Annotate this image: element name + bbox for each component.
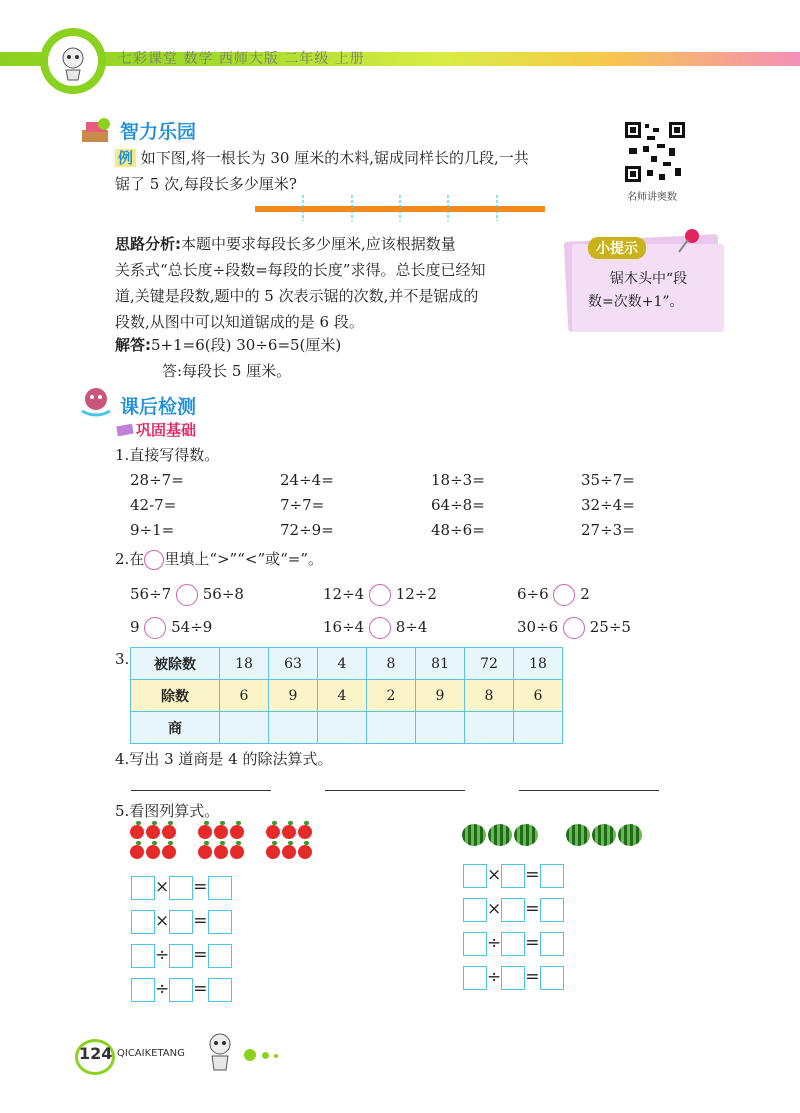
q1-item: 28÷7= [130, 471, 184, 489]
answer-box[interactable] [208, 944, 232, 968]
answer-box[interactable] [501, 864, 525, 888]
tip-title: 小提示 [588, 237, 646, 259]
equals-sign: = [525, 933, 540, 953]
division-table [130, 647, 563, 744]
apple-icon [130, 845, 144, 859]
q2-left: 6÷6 [517, 585, 549, 603]
equation-row [131, 904, 232, 938]
operator: ÷ [155, 945, 170, 965]
apple-icon [266, 845, 280, 859]
mascot-icon [48, 36, 98, 86]
table-cell: 81 [416, 648, 465, 680]
apple-icon [162, 825, 176, 839]
dot-icon [262, 1052, 269, 1059]
q2-left: 12÷4 [323, 585, 365, 603]
page-number: 124 [79, 1044, 113, 1063]
analysis-label: 思路分析: [115, 235, 181, 253]
q1-item: 72÷9= [280, 521, 334, 539]
table-cell: 9 [416, 680, 465, 712]
q1-item: 32÷4= [581, 496, 635, 514]
table-cell: 8 [367, 648, 416, 680]
example-block [115, 145, 615, 171]
apple-icon [298, 845, 312, 859]
q1-item: 9÷1= [130, 521, 175, 539]
table-header-cell: 被除数 [131, 648, 220, 680]
q2-right: 54÷9 [171, 618, 213, 636]
table-cell: 4 [318, 680, 367, 712]
apple-icon [266, 825, 280, 839]
table-cell: 8 [465, 680, 514, 712]
q3-num: 3. [115, 650, 130, 668]
equation-row [463, 858, 564, 892]
answer-line[interactable] [131, 789, 271, 791]
answer-box[interactable] [540, 966, 564, 990]
equation-row [463, 960, 564, 994]
q1-title: 1.直接写得数。 [115, 446, 220, 464]
answer-box[interactable] [131, 876, 155, 900]
answer-box[interactable] [169, 910, 193, 934]
q2-left: 16÷4 [323, 618, 365, 636]
answer-box[interactable] [131, 978, 155, 1002]
answer-box[interactable] [501, 932, 525, 956]
dot-icon [274, 1054, 278, 1058]
q2-title [115, 546, 323, 572]
analysis-line3: 道,关键是段数,题中的 5 次表示锯的次数,并不是锯成的 [115, 287, 479, 305]
qr-caption: 名师讲奥数 [627, 192, 677, 203]
answer-box[interactable] [463, 864, 487, 888]
q2-right: 25÷5 [589, 618, 631, 636]
q2-right: 2 [580, 585, 590, 603]
equals-sign: = [193, 945, 208, 965]
table-row [131, 712, 563, 744]
apple-icon [198, 845, 212, 859]
operator: × [155, 911, 170, 931]
table-row [131, 680, 563, 712]
analysis-line1 [115, 231, 545, 257]
section-title-kehou: 课后检测 [120, 396, 197, 418]
q1-item: 35÷7= [581, 471, 635, 489]
qr-code[interactable] [623, 120, 687, 184]
table-cell: 63 [269, 648, 318, 680]
watermelon-icon [488, 824, 512, 846]
apple-group [130, 824, 314, 864]
q2-left: 9 [130, 618, 140, 636]
fruit-mascot-icon [78, 385, 114, 421]
apple-icon [214, 825, 228, 839]
analysis-line4: 段数,从图中可以知道锯成的是 6 段。 [115, 313, 364, 331]
answer-box[interactable] [463, 966, 487, 990]
answer-circle[interactable] [176, 584, 198, 606]
subtitle-gonggu: 巩固基础 [136, 421, 197, 439]
operator: ÷ [155, 979, 170, 999]
q1-item: 7÷7= [280, 496, 325, 514]
table-cell: 18 [514, 648, 563, 680]
watermelon-icon [592, 824, 616, 846]
equals-sign: = [193, 911, 208, 931]
answer-box[interactable] [208, 978, 232, 1002]
mascot-footer-icon [200, 1030, 240, 1078]
watermelon-icon [514, 824, 538, 846]
answer-box[interactable] [501, 898, 525, 922]
answer-cell[interactable] [318, 712, 367, 744]
apple-icon [282, 825, 296, 839]
answer-box[interactable] [208, 876, 232, 900]
answer-box[interactable] [540, 864, 564, 888]
answer-box[interactable] [131, 910, 155, 934]
answer-box[interactable] [463, 898, 487, 922]
equals-sign: = [525, 899, 540, 919]
apple-icon [214, 845, 228, 859]
answer-box[interactable] [540, 932, 564, 956]
equals-sign: = [193, 979, 208, 999]
operator: × [487, 865, 502, 885]
table-header-cell: 商 [131, 712, 220, 744]
pushpin-icon [676, 228, 702, 258]
table-cell: 18 [220, 648, 269, 680]
q1-item: 48÷6= [431, 521, 485, 539]
q2-title-b: 里填上“>”“<”或“=”。 [164, 550, 324, 568]
pencil-box-icon [115, 421, 135, 441]
answer-label: 解答: [115, 336, 151, 354]
q1-item: 42-7= [130, 496, 177, 514]
answer-circle[interactable] [553, 584, 575, 606]
equals-sign: = [525, 865, 540, 885]
equations-right [463, 858, 564, 994]
equation-row [131, 938, 232, 972]
wood-bar-diagram [255, 195, 547, 225]
table-header-cell: 除数 [131, 680, 220, 712]
apple-icon [146, 825, 160, 839]
answer-cell[interactable] [514, 712, 563, 744]
q1-item: 64÷8= [431, 496, 485, 514]
table-row [131, 648, 563, 680]
table-cell: 72 [465, 648, 514, 680]
answer-circle[interactable] [144, 550, 164, 570]
example-tag: 例 [115, 149, 136, 167]
table-cell: 6 [220, 680, 269, 712]
apple-icon [130, 825, 144, 839]
equations-left [131, 870, 232, 1006]
answer-line1 [115, 332, 341, 358]
books-icon [80, 116, 112, 148]
table-cell: 9 [269, 680, 318, 712]
section-title-zhili: 智力乐园 [120, 121, 197, 143]
operator: ÷ [487, 967, 502, 987]
example-text-line1: 如下图,将一根长为 30 厘米的木料,锯成同样长的几段,一共 [140, 149, 529, 167]
apple-icon [146, 845, 160, 859]
brand-text: QICAIKETANG [117, 1048, 185, 1059]
q1-item: 24÷4= [280, 471, 334, 489]
watermelon-icon [462, 824, 486, 846]
analysis-text1: 本题中要求每段长多少厘米,应该根据数量 [181, 235, 456, 253]
answer-circle[interactable] [144, 617, 166, 639]
answer-cell[interactable] [465, 712, 514, 744]
example-text-line2: 锯了 5 次,每段长多少厘米? [115, 175, 297, 193]
q1-item: 27÷3= [581, 521, 635, 539]
answer-box[interactable] [131, 944, 155, 968]
answer-circle[interactable] [369, 584, 391, 606]
answer-circle[interactable] [369, 617, 391, 639]
q4-title: 4.写出 3 道商是 4 的除法算式。 [115, 750, 333, 768]
q2-left: 30÷6 [517, 618, 559, 636]
operator: × [155, 877, 170, 897]
answer-cell[interactable] [220, 712, 269, 744]
apple-icon [230, 825, 244, 839]
answer-text1: 5+1=6(段) 30÷6=5(厘米) [151, 336, 342, 354]
q5-title: 5.看图列算式。 [115, 802, 220, 820]
tip-line2: 数=次数+1”。 [588, 294, 684, 310]
equals-sign: = [193, 877, 208, 897]
q2-right: 12÷2 [395, 585, 437, 603]
answer-cell[interactable] [416, 712, 465, 744]
watermelon-icon [566, 824, 590, 846]
operator: × [487, 899, 502, 919]
tip-line1: 锯木头中“段 [610, 271, 688, 287]
apple-icon [230, 845, 244, 859]
answer-box[interactable] [501, 966, 525, 990]
q2-right: 8÷4 [395, 618, 428, 636]
equation-row [463, 926, 564, 960]
equation-row [131, 972, 232, 1006]
watermelon-icon [618, 824, 642, 846]
answer-box[interactable] [463, 932, 487, 956]
q1-item: 18÷3= [431, 471, 485, 489]
q2-right: 56÷8 [202, 585, 244, 603]
answer-box[interactable] [208, 910, 232, 934]
answer-box[interactable] [169, 978, 193, 1002]
table-cell: 4 [318, 648, 367, 680]
equation-row [463, 892, 564, 926]
answer-line[interactable] [325, 789, 465, 791]
q2-left: 56÷7 [130, 585, 172, 603]
table-cell: 6 [514, 680, 563, 712]
apple-icon [298, 825, 312, 839]
answer-line2: 答:每段长 5 厘米。 [162, 362, 292, 380]
analysis-line2: 关系式“总长度÷段数=每段的长度”求得。总长度已经知 [115, 261, 486, 279]
header-title: 七彩课堂 数学 西师大版 二年级 上册 [118, 51, 365, 67]
answer-box[interactable] [540, 898, 564, 922]
answer-cell[interactable] [367, 712, 416, 744]
equation-row [131, 870, 232, 904]
answer-line[interactable] [519, 789, 659, 791]
apple-icon [198, 825, 212, 839]
answer-box[interactable] [169, 944, 193, 968]
apple-icon [282, 845, 296, 859]
answer-circle[interactable] [563, 617, 585, 639]
answer-box[interactable] [169, 876, 193, 900]
apple-icon [162, 845, 176, 859]
operator: ÷ [487, 933, 502, 953]
table-cell: 2 [367, 680, 416, 712]
equals-sign: = [525, 967, 540, 987]
answer-cell[interactable] [269, 712, 318, 744]
q2-title-a: 2.在 [115, 550, 145, 568]
dot-icon [244, 1049, 256, 1061]
watermelon-group [462, 824, 644, 850]
